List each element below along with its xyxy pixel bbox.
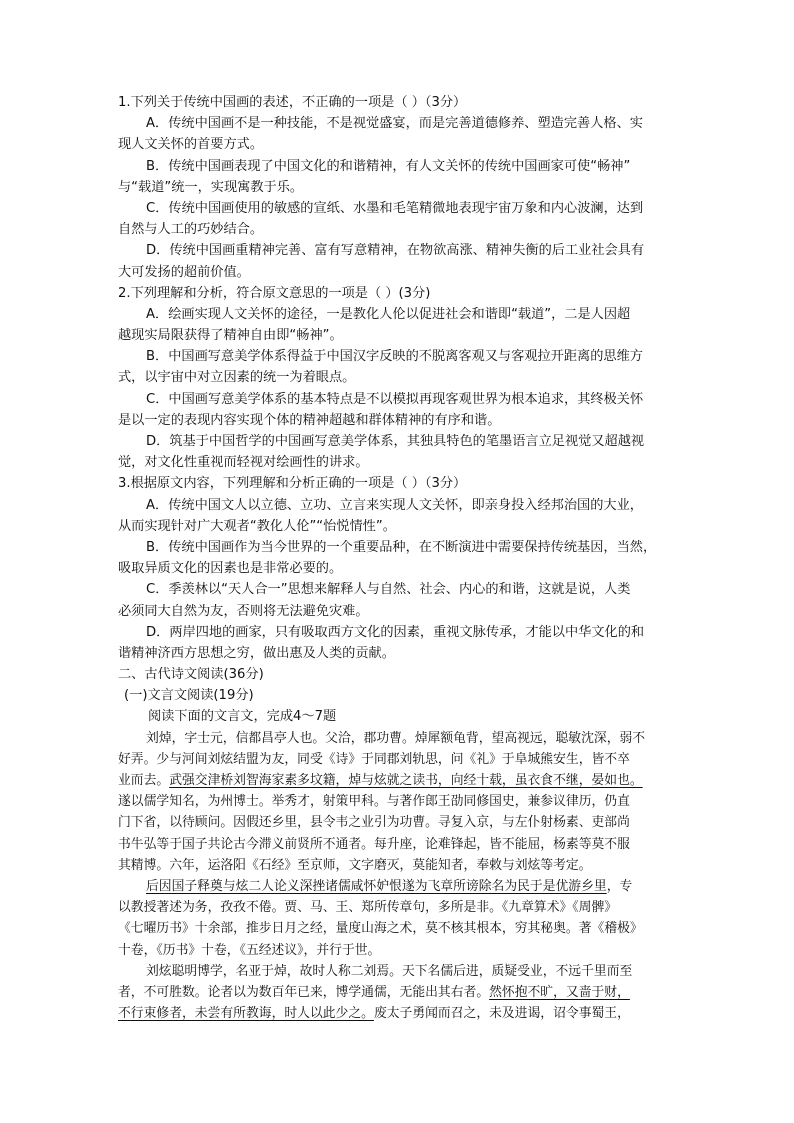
question-3-option-a-cont: 从而实现针对广大观者“教化人伦”“怡悦情性”。 (118, 518, 396, 534)
passage-line: 书牛弘等于国子共论古今滞义前贤所不通者。每升座，论难锋起，皆不能屈，杨素等莫不服 (118, 836, 630, 852)
passage-line (118, 1003, 680, 1024)
underlined-sentence: 不行束修者，未尝有所教诲，时人以此少之。 (118, 1006, 374, 1022)
question-3-stem: 3.根据原文内容，下列理解和分析正确的一项是（ ）（3分） (118, 476, 467, 492)
question-2-option-c: C．中国画写意美学体系的基本特点是不以模拟再现客观世界为根本追求，其终极关怀 (146, 391, 644, 407)
underlined-sentence: 后因国子释奠与炫二人论义深挫诸儒咸怀妒恨遂为飞章所谤除名为民于是优游乡里 (146, 878, 607, 894)
section-heading: 二、古代诗文阅读(36分) (118, 667, 264, 683)
question-2-option-b-cont: 式，以宇宙中对立因素的统一为着眼点。 (118, 370, 356, 386)
underlined-sentence: 然怀抱不旷，又啬于财， (489, 984, 630, 1000)
question-1-option-a: A．传统中国画不是一种技能，不是视觉盛宴，而是完善道德修养、塑造完善人格、实 (146, 116, 643, 132)
passage-line (118, 770, 680, 791)
passage-text: 业而去。 (118, 773, 170, 788)
question-2-stem: 2.下列理解和分析，符合原文意思的一项是（ ）(3分) (118, 285, 431, 301)
underlined-sentence: 武强交津桥刘智海家素多坟籍，焯与炫就之读书，向经十载，虽衣食不继，晏如也。 (169, 773, 643, 788)
question-1-option-c-cont: 自然与人工的巧妙结合。 (118, 222, 264, 238)
subsection-heading: (一)文言文阅读(19分) (124, 688, 254, 704)
passage-line: 以教授著述为务，孜孜不倦。贾、马、王、郑所传章句，多所是非。《九章算术》《周髀》 (118, 900, 618, 916)
question-1-option-c: C．传统中国画使用的敏感的宣纸、水墨和毛笔精微地表现宇宙万象和内心波澜，达到 (146, 200, 644, 216)
exam-page (118, 92, 680, 1024)
passage-line (118, 982, 680, 1003)
question-2-option-d: D．筑基于中国哲学的中国画写意美学体系，其独具特色的笔墨语言立足视觉又超越视 (146, 434, 645, 449)
question-1-option-b-cont: 与“载道”统一，实现寓教于乐。 (118, 179, 304, 195)
passage-text: 者，不可胜数。论者以为数百年已来，博学通儒，无能出其右者。 (118, 984, 490, 1000)
question-2-option-b: B．中国画写意美学体系得益于中国汉字反映的不脱离客观又与客观拉开距离的思维方 (146, 349, 643, 365)
question-3-option-c: C．季羡林以“天人合一”思想来解释人与自然、社会、内心的和谐，这就是说，人类 (146, 582, 631, 598)
passage-line: 《七曜历书》十余部，推步日月之经，量度山海之术，莫不核其根本，穷其秘奥。著《稽极》 (118, 921, 643, 937)
passage-text: 废太子勇闻而召之，未及进谒，诏令事蜀王， (373, 1006, 630, 1022)
question-2-option-c-cont: 是以一定的表现内容实现个体的精神超越和群体精神的有序和谐。 (118, 412, 501, 428)
question-1-option-d-cont: 大可发扬的超前价值。 (118, 264, 250, 280)
question-2-option-a-cont: 越现实局限获得了精神自由即“畅神”。 (118, 328, 343, 344)
passage-line (118, 876, 680, 897)
question-3-option-a: A．传统中国文人以立德、立功、立言来实现人文关怀，即亲身投入经邦治国的大业， (146, 497, 643, 513)
passage-line: 门下省，以待顾问。因假还乡里，县令韦之业引为功曹。寻复入京，与左仆射杨素、吏部尚 (118, 815, 630, 831)
classical-passage (118, 728, 680, 1025)
question-3-option-c-cont: 必须同大自然为友，否则将无法避免灾难。 (118, 603, 369, 619)
question-1-stem: 1.下列关于传统中国画的表述，不正确的一项是（ ）（3分） (118, 95, 467, 110)
question-3-option-b-cont: 吸取异质文化的因素也是非常必要的。 (118, 561, 343, 577)
question-3-option-d-cont: 谐精神济西方思想之穷，做出惠及人类的贡献。 (118, 645, 395, 661)
question-2-option-a: A．绘画实现人文关怀的途径，一是教化人伦以促进社会和谐即“载道”，二是人因超 (146, 306, 631, 322)
question-1-option-a-cont: 现人文关怀的首要方式。 (118, 137, 264, 153)
question-1-option-b: B．传统中国画表现了中国文化的和谐精神，有人文关怀的传统中国画家可使“畅神” (146, 158, 631, 174)
question-2-option-d-cont: 觉，对文化性重视而轻视对绘画性的讲求。 (118, 455, 369, 471)
reading-instruction: 阅读下面的文言文，完成4～7题 (148, 709, 337, 725)
passage-line: 其精博。六年，运洛阳《石经》至京师，文字磨灭，莫能知者，奉敕与刘炫等考定。 (118, 857, 592, 873)
passage-line: 十卷，《历书》十卷，《五经述议》，并行于世。 (118, 942, 381, 958)
passage-line: 遂以儒学知名，为州博士。举秀才，射策甲科。与著作郎王劭同修国史，兼参议律历，仍直 (118, 794, 630, 810)
passage-text: ，专 (606, 878, 633, 894)
question-3-option-b: B．传统中国画作为当今世界的一个重要品种，在不断演进中需要保持传统基因，当然， (146, 539, 657, 555)
question-1-option-d: D．传统中国画重精神完善、富有写意精神，在物欲高涨、精神失衡的后工业社会具有 (146, 243, 645, 259)
passage-line: 好弄。少与河间刘炫结盟为友，同受《诗》于同郡刘轨思，问《礼》于阜城熊安生，皆不卒 (118, 751, 630, 767)
passage-line: 刘炫聪明博学，名亚于焯，故时人称二刘焉。天下名儒后进，质疑受业，不远千里而至 (146, 963, 633, 979)
passage-line: 刘焯，字士元，信都昌亭人也。父洽，郡功曹。焯犀额龟背，望高视远，聪敏沈深，弱不 (146, 730, 646, 746)
question-3-option-d: D．两岸四地的画家，只有吸取西方文化的因素，重视文脉传承，才能以中华文化的和 (146, 624, 645, 640)
